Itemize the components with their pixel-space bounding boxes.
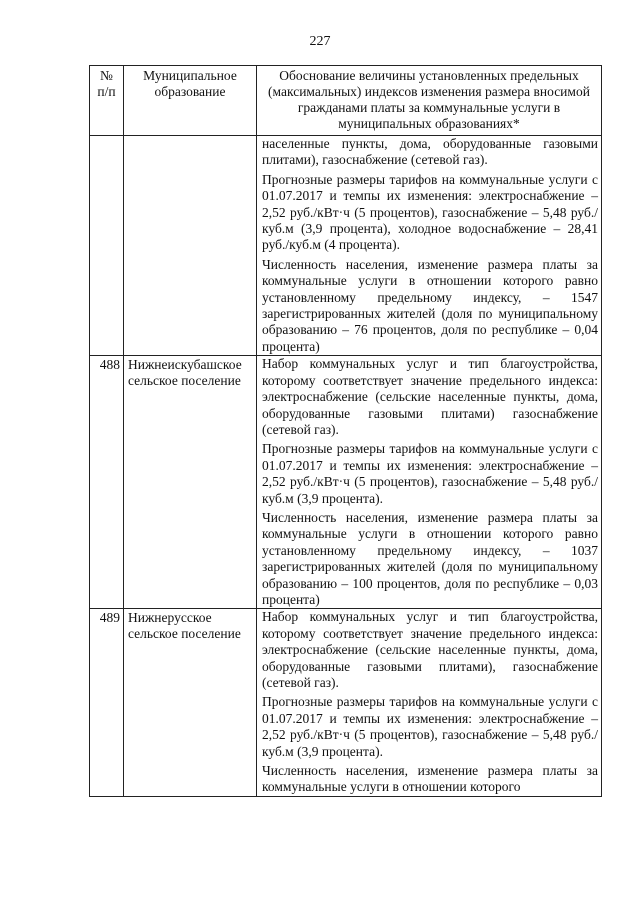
table-row bbox=[90, 609, 602, 796]
row-justification bbox=[257, 356, 602, 609]
table-header-row bbox=[90, 66, 602, 136]
row-justification bbox=[257, 609, 602, 796]
row-justification bbox=[257, 136, 602, 356]
row-municipality: Нижнеискубашское сельское поселение bbox=[124, 356, 257, 609]
header-number-line2: п/п bbox=[97, 84, 116, 99]
header-municipality-line2: образование bbox=[154, 84, 226, 99]
row-number bbox=[90, 136, 124, 356]
header-number-line1: № bbox=[100, 68, 113, 83]
header-justification: Обоснование величины установленных предельных (максимальных) индексов изменения размера вносимой гражданами платы за коммунальные услуги в муниципальных образованиях* bbox=[257, 66, 602, 136]
justification-paragraph: Численность населения, изменение размера платы за коммунальные услуги в отношении которого равно установленному предельному индексу, – 1547 зарегистрированных жителей (доля по муниципальному образованию – 76 процентов, доля по республике – 0,04 процента) bbox=[262, 256, 598, 354]
table-row bbox=[90, 356, 602, 609]
row-municipality: Нижнерусское сельское поселение bbox=[124, 609, 257, 796]
header-municipality bbox=[124, 66, 257, 136]
tariff-justification-table bbox=[89, 65, 602, 797]
justification-paragraph: Прогнозные размеры тарифов на коммунальные услуги с 01.07.2017 и темпы их изменения: электроснабжение – 2,52 руб./кВт·ч (5 процентов), газоснабжение – 5,48 руб./куб.м (3,9 процента). bbox=[262, 694, 598, 759]
header-number bbox=[90, 66, 124, 136]
header-municipality-line1: Муниципальное bbox=[143, 68, 237, 83]
page-number: 227 bbox=[309, 34, 331, 49]
justification-paragraph: Численность населения, изменение размера платы за коммунальные услуги в отношении которого равно установленному предельному индексу, – 1037 зарегистрированных жителей (доля по муниципальному образованию – 100 процентов, доля по республике – 0,03 процента) bbox=[262, 509, 598, 607]
justification-paragraph: населенные пункты, дома, оборудованные газовыми плитами), газоснабжение (сетевой газ). bbox=[262, 136, 598, 168]
justification-paragraph: Прогнозные размеры тарифов на коммунальные услуги с 01.07.2017 и темпы их изменения: электроснабжение – 2,52 руб./кВт·ч (5 процентов), газоснабжение – 5,48 руб./куб.м (3,9 процента), холодное водоснабжение – 28,41 руб./куб.м (4 процента). bbox=[262, 171, 598, 253]
justification-paragraph: Численность населения, изменение размера платы за коммунальные услуги в отношении которого bbox=[262, 763, 598, 795]
justification-paragraph: Набор коммунальных услуг и тип благоустройства, которому соответствует значение предельного индекса: электроснабжение (сельские населенные пункты, дома, оборудованные газовыми плитами), газоснабжение (сетевой газ). bbox=[262, 609, 598, 690]
justification-paragraph: Набор коммунальных услуг и тип благоустройства, которому соответствует значение предельного индекса: электроснабжение (сельские населенные пункты, дома, оборудованные газовыми плитами) газоснабжение (сетевой газ). bbox=[262, 356, 598, 437]
row-number: 488 bbox=[90, 356, 124, 609]
table-row bbox=[90, 136, 602, 356]
justification-paragraph: Прогнозные размеры тарифов на коммунальные услуги с 01.07.2017 и темпы их изменения: электроснабжение – 2,52 руб./кВт·ч (5 процентов), газоснабжение – 5,48 руб./куб.м (3,9 процента). bbox=[262, 441, 598, 506]
row-municipality bbox=[124, 136, 257, 356]
row-number: 489 bbox=[90, 609, 124, 796]
